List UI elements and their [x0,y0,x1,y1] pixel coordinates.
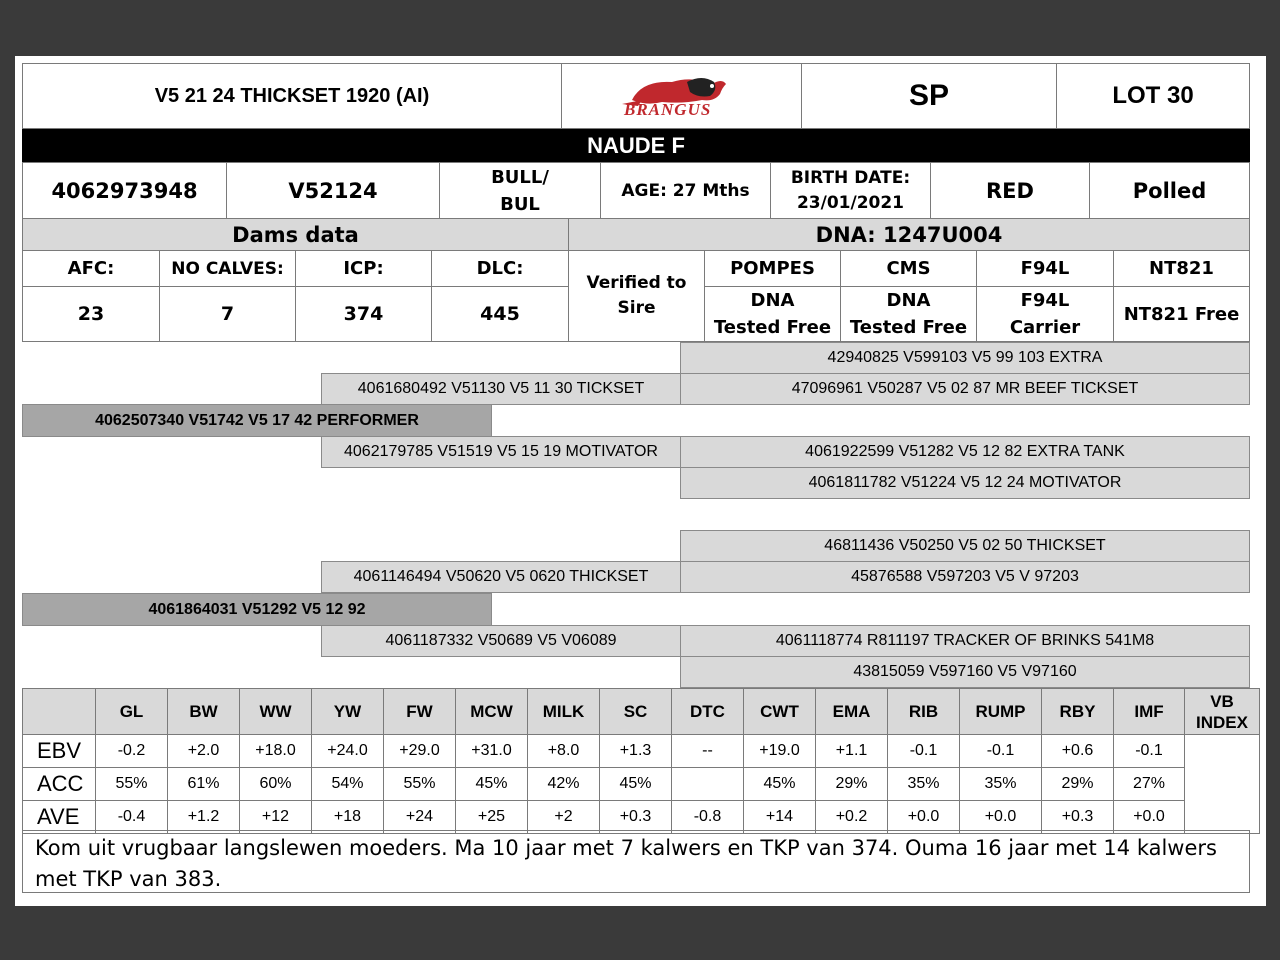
colour: RED [930,162,1090,219]
col-header: RBY [1042,689,1114,735]
ave-cell: +0.0 [1114,801,1185,834]
acc-cell: 55% [96,768,168,801]
col-header: MCW [456,689,528,735]
acc-cell: 29% [1042,768,1114,801]
pedigree-dam: 4061864031 V51292 V5 12 92 [22,593,492,626]
cms-result-line-2: Tested Free [849,317,968,338]
col-header: FW [384,689,456,735]
icp-value: 374 [295,286,432,342]
pedigree-sire-dam: 4062179785 V51519 V5 15 19 MOTIVATOR [321,436,681,468]
acc-cell: 29% [816,768,888,801]
acc-cell: 27% [1114,768,1185,801]
col-header: DTC [672,689,744,735]
age: AGE: 27 Mths [600,162,771,219]
ave-cell: +0.0 [888,801,960,834]
pedigree-dam-sire: 4061146494 V50620 V5 0620 THICKSET [321,561,681,593]
ave-row [23,801,1260,834]
ebv-cell: +8.0 [528,735,600,768]
afc-value: 23 [22,286,160,342]
ave-cell: +14 [744,801,816,834]
col-header: SC [600,689,672,735]
sex-line-1: BULL/ [491,166,549,188]
acc-cell: 35% [888,768,960,801]
ebv-cell: +2.0 [168,735,240,768]
ave-cell: +1.2 [168,801,240,834]
ave-cell: -0.8 [672,801,744,834]
ave-cell: +0.3 [1042,801,1114,834]
vb-line-1: VB [1210,691,1234,711]
col-header: IMF [1114,689,1185,735]
birth-date-label: BIRTH DATE: [790,167,911,188]
cms-result-line-1: DNA [886,290,931,311]
row-label: EBV [23,735,96,768]
vb-index-header [1185,689,1260,735]
pedigree-dds: 4061118774 R811197 TRACKER OF BRINKS 541M8 [680,625,1250,657]
ebv-cell: +31.0 [456,735,528,768]
ave-cell: +0.0 [960,801,1042,834]
animal-name: V5 21 24 THICKSET 1920 (AI) [22,63,562,129]
acc-cell: 54% [312,768,384,801]
acc-cell: 55% [384,768,456,801]
ebv-cell: -- [672,735,744,768]
ave-cell: +25 [456,801,528,834]
vb-index-value [1185,735,1260,834]
ebv-cell: +1.1 [816,735,888,768]
verified-line-1: Verified to [586,273,687,293]
afc-header: AFC: [22,250,160,287]
pedigree-sire: 4062507340 V51742 V5 17 42 PERFORMER [22,404,492,437]
ebv-corner [23,689,96,735]
row-label: ACC [23,768,96,801]
col-header: YW [312,689,384,735]
acc-cell: 42% [528,768,600,801]
owner-bar: NAUDE F [22,129,1250,163]
col-header: BW [168,689,240,735]
acc-row [23,768,1260,801]
dna-title: DNA: 1247U004 [568,218,1250,251]
pompes-result-line-1: DNA [750,290,795,311]
icp-header: ICP: [295,250,432,287]
comment: Kom uit vrugbaar langslewen moeders. Ma 10 jaar met 7 kalwers en TKP van 374. Ouma 16 jaar met 14 kalwers met TKP van 383. [22,830,1250,893]
col-header: CWT [744,689,816,735]
sex-line-2: BUL [500,193,540,215]
pedigree-sss: 42940825 V599103 V5 99 103 EXTRA [680,342,1250,374]
ebv-cell: -0.1 [888,735,960,768]
ave-cell: +0.2 [816,801,888,834]
ebv-cell: +18.0 [240,735,312,768]
pedigree-sire-sire: 4061680492 V51130 V5 11 30 TICKSET [321,373,681,405]
ebv-cell: +24.0 [312,735,384,768]
col-header: WW [240,689,312,735]
class-code: SP [801,63,1057,129]
lot-number: LOT 30 [1056,63,1250,129]
acc-cell: 45% [600,768,672,801]
ave-cell: +0.3 [600,801,672,834]
cms-result [840,286,977,342]
col-header: RIB [888,689,960,735]
vb-line-2: INDEX [1196,712,1248,732]
acc-cell: 61% [168,768,240,801]
ebv-header-row [23,689,1260,735]
f94l-result [976,286,1114,342]
ebv-cell: +19.0 [744,735,816,768]
ebv-cell: +1.3 [600,735,672,768]
birth-date-cell [770,162,931,219]
verified-line-2: Sire [617,298,656,318]
pedigree-dsd: 45876588 V597203 V5 V 97203 [680,561,1250,593]
ebv-cell: -0.2 [96,735,168,768]
registration-number: 4062973948 [22,162,227,219]
ebv-cell: +0.6 [1042,735,1114,768]
ave-cell: +18 [312,801,384,834]
nt821-result: NT821 Free [1113,286,1250,342]
ebv-row [23,735,1260,768]
dna-test-f94l: F94L [976,250,1114,287]
horn-status: Polled [1089,162,1250,219]
ebv-table [22,688,1260,834]
no-calves-value: 7 [159,286,296,342]
ebv-cell: +29.0 [384,735,456,768]
pedigree-dam-dam: 4061187332 V50689 V5 V06089 [321,625,681,657]
dna-test-pompes: POMPES [704,250,841,287]
acc-cell: 35% [960,768,1042,801]
col-header: GL [96,689,168,735]
acc-cell: 60% [240,768,312,801]
f94l-result-line-1: F94L [1020,290,1070,311]
col-header: EMA [816,689,888,735]
ave-cell: -0.4 [96,801,168,834]
acc-cell: 45% [744,768,816,801]
acc-cell: 45% [456,768,528,801]
no-calves-header: NO CALVES: [159,250,296,287]
ave-cell: +24 [384,801,456,834]
col-header: RUMP [960,689,1042,735]
ave-cell: +2 [528,801,600,834]
ave-cell: +12 [240,801,312,834]
sex [439,162,601,219]
pedigree-sdd: 4061811782 V51224 V5 12 24 MOTIVATOR [680,467,1250,499]
acc-cell [672,768,744,801]
pedigree-ssd: 47096961 V50287 V5 02 87 MR BEEF TICKSET [680,373,1250,405]
ebv-cell: -0.1 [960,735,1042,768]
dams-data-title: Dams data [22,218,569,251]
row-label: AVE [23,801,96,834]
dlc-value: 445 [431,286,569,342]
dna-test-nt821: NT821 [1113,250,1250,287]
f94l-result-line-2: Carrier [1009,317,1081,338]
brangus-logo [561,63,802,129]
dna-test-cms: CMS [840,250,977,287]
pompes-result-line-2: Tested Free [713,317,832,338]
pompes-result [704,286,841,342]
animal-id: V52124 [226,162,440,219]
pedigree-dss: 46811436 V50250 V5 02 50 THICKSET [680,530,1250,562]
ebv-cell: -0.1 [1114,735,1185,768]
pedigree-ddd: 43815059 V597160 V5 V97160 [680,656,1250,688]
dlc-header: DLC: [431,250,569,287]
birth-date: 23/01/2021 [796,192,905,213]
pedigree-sds: 4061922599 V51282 V5 12 82 EXTRA TANK [680,436,1250,468]
logo-text: BRANGUS [624,100,712,119]
col-header: MILK [528,689,600,735]
verified-to-sire [568,250,705,342]
